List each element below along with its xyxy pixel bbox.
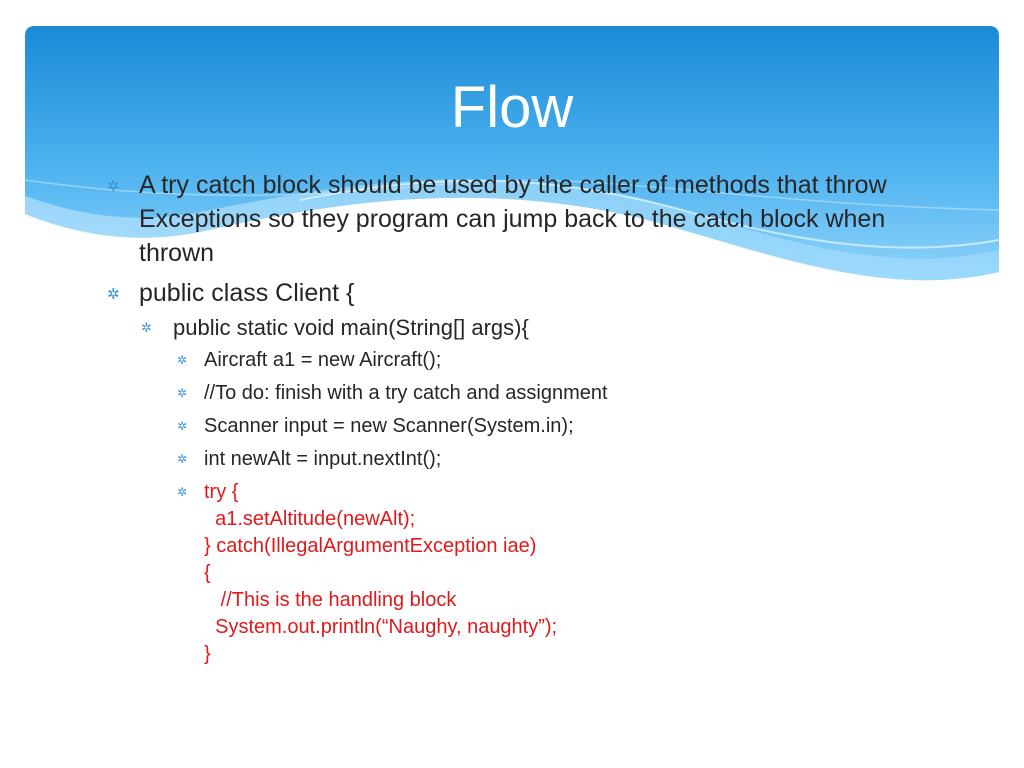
bullet-item bbox=[100, 313, 920, 343]
code-line: a1.setAltitude(newAlt); bbox=[204, 508, 416, 530]
bullet-text: Scanner input = new Scanner(System.in); bbox=[204, 415, 574, 437]
asterisk-bullet-icon: ✲ bbox=[177, 452, 188, 466]
code-line: { bbox=[204, 562, 211, 584]
asterisk-bullet-icon: ✲ bbox=[141, 321, 152, 336]
bullet-text: Aircraft a1 = new Aircraft(); bbox=[204, 349, 442, 371]
asterisk-bullet-icon: ✲ bbox=[177, 419, 188, 433]
asterisk-bullet-icon: ✲ bbox=[177, 485, 188, 499]
code-line: } bbox=[204, 643, 211, 665]
bullet-text: public static void main(String[] args){ bbox=[173, 315, 529, 340]
asterisk-bullet-icon: ✲ bbox=[107, 177, 120, 195]
asterisk-bullet-icon: ✲ bbox=[177, 386, 188, 400]
bullet-text: //To do: finish with a try catch and assignment bbox=[204, 382, 608, 404]
bullet-item bbox=[100, 168, 920, 270]
bullet-text: public class Client { bbox=[139, 279, 355, 307]
bullet-item bbox=[100, 446, 920, 473]
bullet-item bbox=[100, 380, 920, 407]
try-catch-code-block bbox=[100, 479, 920, 668]
code-line: //This is the handling block bbox=[204, 589, 457, 611]
slide-title: Flow bbox=[450, 75, 574, 140]
code-line: } catch(IllegalArgumentException iae) bbox=[204, 535, 537, 557]
slide-body bbox=[100, 168, 920, 668]
bullet-item bbox=[100, 413, 920, 440]
code-line: System.out.println(“Naughy, naughty”); bbox=[204, 616, 558, 638]
code-line: try { bbox=[204, 481, 239, 503]
bullet-item bbox=[100, 347, 920, 374]
bullet-item bbox=[100, 276, 920, 310]
asterisk-bullet-icon: ✲ bbox=[177, 353, 188, 367]
bullet-text: A try catch block should be used by the caller of methods that throw Exceptions so they program can jump back to the catch block when thrown bbox=[139, 171, 887, 267]
bullet-text: int newAlt = input.nextInt(); bbox=[204, 448, 442, 470]
asterisk-bullet-icon: ✲ bbox=[107, 285, 120, 303]
